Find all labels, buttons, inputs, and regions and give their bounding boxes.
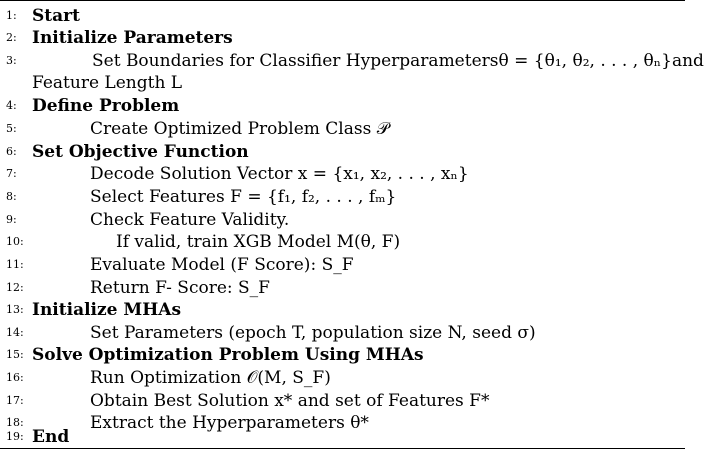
line-number: 11: xyxy=(6,258,24,271)
line-number: 15: xyxy=(6,348,24,361)
step-set-objective: Set Objective Function xyxy=(32,142,249,162)
step-set-boundaries-text: Set Boundaries for Classifier Hyperparameters xyxy=(92,51,499,71)
step-initialize-parameters: Initialize Parameters xyxy=(32,28,233,48)
line-number: 17: xyxy=(6,394,24,407)
line-number: 5: xyxy=(6,122,17,135)
step-set-mha-parameters: Set Parameters (epoch T, population size N, seed σ) xyxy=(90,323,536,343)
step-run-optimization: Run Optimization 𝒪(M, S_F) xyxy=(90,368,331,388)
step-define-problem: Define Problem xyxy=(32,96,180,116)
line-number: 8: xyxy=(6,190,17,203)
algorithm-line-13 xyxy=(0,298,685,320)
algorithm-line-10 xyxy=(0,230,685,252)
top-rule xyxy=(0,0,685,1)
step-initialize-mhas: Initialize MHAs xyxy=(32,300,182,320)
algorithm-line-6 xyxy=(0,140,685,162)
step-feature-length: Feature Length L xyxy=(32,73,183,93)
theta-set-formula: θ = {θ₁, θ₂, . . . , θₙ} xyxy=(498,51,672,71)
algorithm-line-16 xyxy=(0,366,685,388)
algorithm-line-2 xyxy=(0,26,685,48)
step-train-model: If valid, train XGB Model M(θ, F) xyxy=(116,232,401,252)
step-evaluate-model: Evaluate Model (F Score): S_F xyxy=(90,255,354,275)
line-number: 19: xyxy=(6,430,24,443)
line-number: 10: xyxy=(6,235,24,248)
algorithm-line-19 xyxy=(0,425,685,447)
line-number: 7: xyxy=(6,167,17,180)
algorithm-line-17 xyxy=(0,389,685,411)
algorithm-line-3 xyxy=(0,49,704,71)
algorithm-line-12 xyxy=(0,276,685,298)
conjunction-and: and xyxy=(671,51,704,71)
step-check-validity: Check Feature Validity. xyxy=(90,210,290,230)
step-select-features: Select Features F = {f₁, f₂, . . . , fₘ} xyxy=(90,187,397,207)
step-start: Start xyxy=(32,6,80,26)
step-decode-solution: Decode Solution Vector x = {x₁, x₂, . . . , xₙ} xyxy=(90,164,469,184)
step-obtain-best-solution: Obtain Best Solution x* and set of Features F* xyxy=(90,391,490,411)
line-number: 3: xyxy=(6,54,17,67)
step-create-problem-class: Create Optimized Problem Class 𝒫 xyxy=(90,119,389,139)
line-number: 2: xyxy=(6,31,17,44)
line-number: 12: xyxy=(6,281,24,294)
bottom-rule xyxy=(0,448,685,449)
algorithm-line-15 xyxy=(0,343,685,365)
line-number: 6: xyxy=(6,145,17,158)
algorithm-line-9 xyxy=(0,208,685,230)
step-solve-optimization: Solve Optimization Problem Using MHAs xyxy=(32,345,424,365)
algorithm-line-14 xyxy=(0,321,685,343)
step-extract-hyperparameters: Extract the Hyperparameters θ* xyxy=(90,413,369,433)
step-return-score: Return F- Score: S_F xyxy=(90,278,270,298)
algorithm-line-7 xyxy=(0,162,685,184)
algorithm-line-8 xyxy=(0,185,685,207)
step-set-boundaries xyxy=(92,51,704,71)
algorithm-line-4 xyxy=(0,94,685,116)
line-number: 4: xyxy=(6,99,17,112)
line-number: 14: xyxy=(6,326,24,339)
line-number: 9: xyxy=(6,213,17,226)
line-number: 13: xyxy=(6,303,24,316)
algorithm-line-1 xyxy=(0,4,685,26)
line-number: 1: xyxy=(6,9,17,22)
step-end: End xyxy=(32,427,70,447)
line-number: 18: xyxy=(6,416,24,429)
line-number: 16: xyxy=(6,371,24,384)
algorithm-line-3-continued xyxy=(0,71,685,93)
algorithm-line-5 xyxy=(0,117,685,139)
algorithm-line-11 xyxy=(0,253,685,275)
